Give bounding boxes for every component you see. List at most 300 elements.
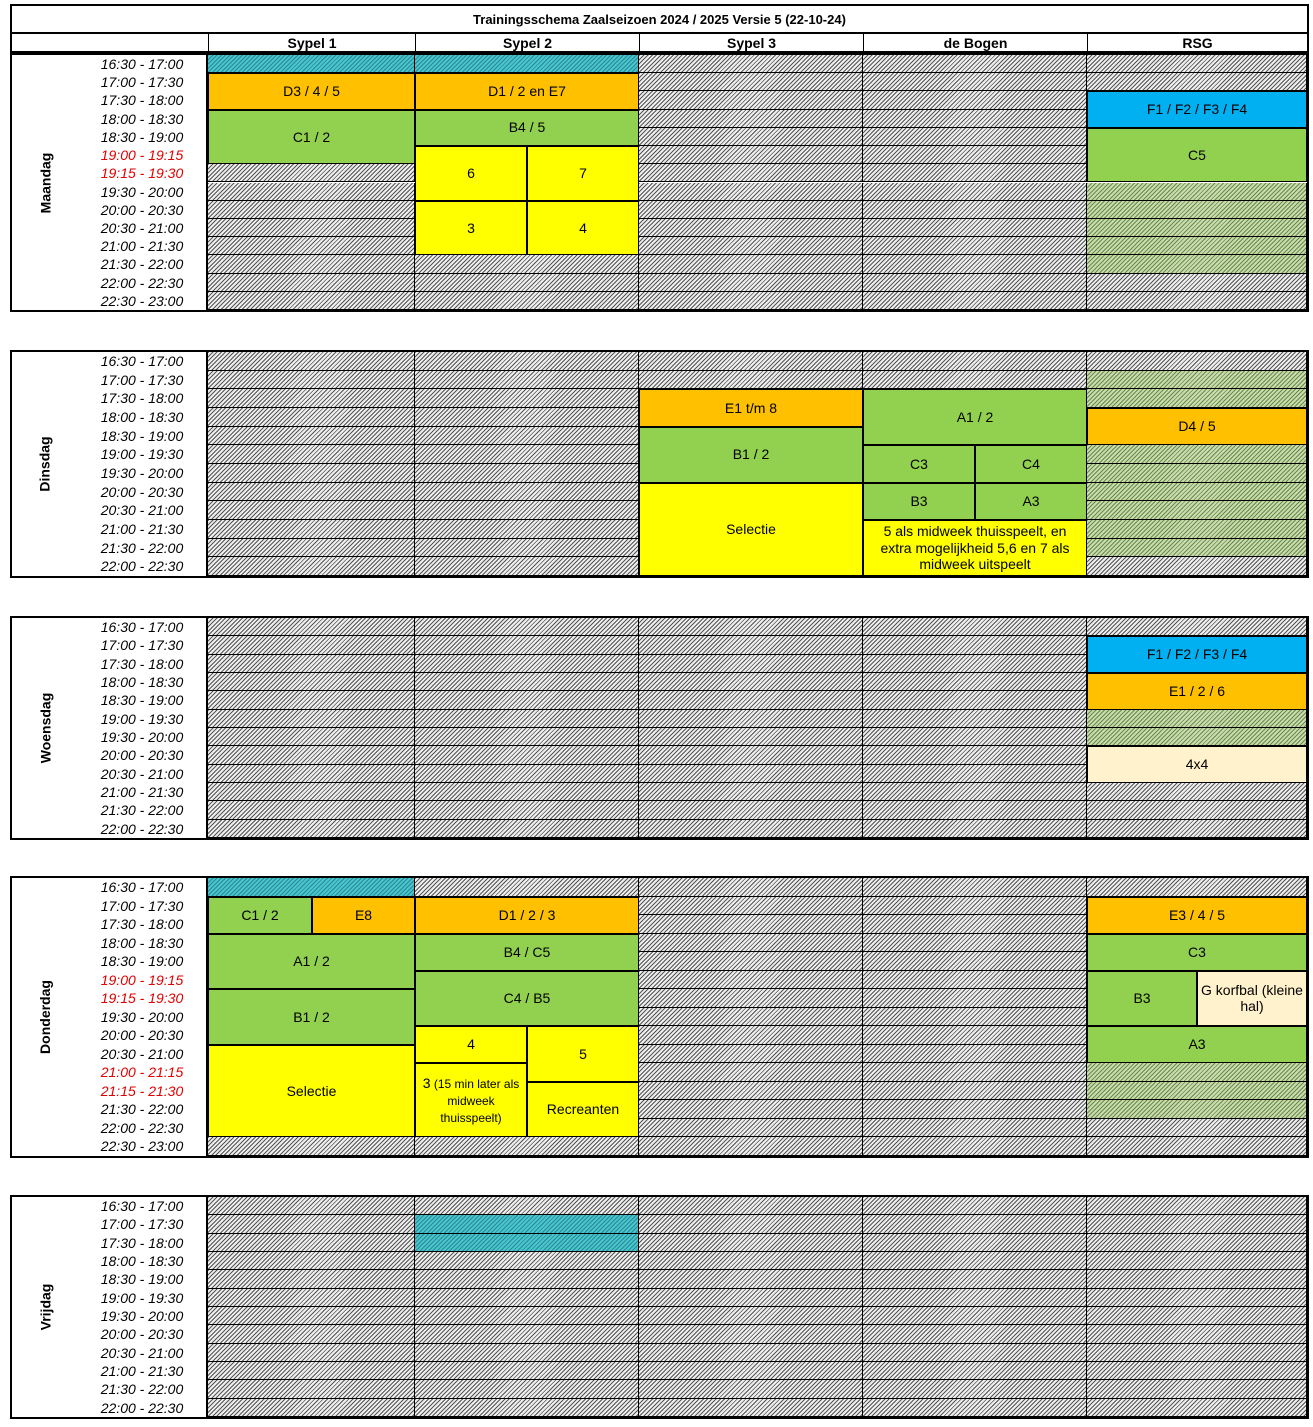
- block-label: [1186, 756, 1209, 773]
- unavailable-cell: [415, 427, 639, 446]
- block-empty: [1087, 710, 1307, 728]
- block-label: [504, 990, 551, 1007]
- block-a1-2: [208, 934, 415, 990]
- block-5-als-midweek-thuisspeelt-en-extra-mogelijkheid-5-6-en-7-als-midweek-uitspeelt: [863, 520, 1087, 576]
- block-label: [870, 523, 1080, 573]
- time-slot: 17:00 - 17:30: [100, 897, 184, 914]
- unavailable-cell: [1087, 618, 1307, 636]
- unavailable-cell: [208, 783, 415, 801]
- block-label: [509, 119, 546, 136]
- unavailable-cell: [1087, 820, 1307, 838]
- block-7: [527, 146, 639, 201]
- unavailable-cell: [639, 1215, 863, 1233]
- unavailable-cell: [1087, 878, 1307, 897]
- block-label: [467, 1036, 475, 1053]
- block-empty: [1087, 389, 1307, 408]
- block-4: [527, 201, 639, 256]
- time-slot: 16:30 - 17:00: [100, 56, 184, 72]
- block-e1-2-6: [1087, 673, 1307, 710]
- unavailable-cell: [415, 1307, 639, 1325]
- unavailable-cell: [1087, 55, 1307, 73]
- block-label: [579, 1046, 587, 1063]
- block-selectie: [639, 483, 863, 576]
- block-label: [1147, 101, 1247, 118]
- unavailable-cell: [415, 352, 639, 371]
- time-slot: 21:30 - 22:00: [100, 539, 184, 556]
- block-text: 5: [579, 1045, 587, 1062]
- unavailable-cell: [639, 1137, 863, 1156]
- block-note: (15 min later als midweek thuisspeelt): [430, 1077, 520, 1125]
- block-e3-4-5: [1087, 897, 1307, 934]
- unavailable-cell: [863, 1197, 1087, 1215]
- block-c3: [863, 445, 975, 482]
- block-empty: [1087, 1063, 1307, 1082]
- unavailable-cell: [415, 408, 639, 427]
- block-3: [415, 1063, 527, 1137]
- block-text: 4: [467, 1036, 475, 1053]
- block-b4-5: [415, 110, 639, 146]
- unavailable-cell: [863, 55, 1087, 73]
- block-empty: [1087, 501, 1307, 520]
- unavailable-cell: [208, 1362, 415, 1380]
- time-slot: 19:15 - 19:30: [100, 165, 184, 182]
- unavailable-cell: [863, 934, 1087, 953]
- block-label: [293, 953, 330, 970]
- time-slot: 20:30 - 21:00: [100, 1344, 184, 1361]
- unavailable-cell: [1087, 1307, 1307, 1325]
- block-g-korfbal-kleine-hal: [1197, 971, 1307, 1027]
- unavailable-cell: [415, 1252, 639, 1270]
- time-slot: 17:30 - 18:00: [100, 92, 184, 109]
- block-empty: [415, 1215, 639, 1233]
- block-text: D4 / 5: [1178, 418, 1216, 435]
- unavailable-cell: [208, 801, 415, 819]
- time-slot: 21:30 - 22:00: [100, 1381, 184, 1398]
- block-text: A1 / 2: [956, 408, 994, 425]
- block-empty: [1087, 183, 1307, 201]
- unavailable-cell: [1087, 1362, 1307, 1380]
- unavailable-cell: [208, 445, 415, 464]
- day-name: Donderdag: [37, 980, 54, 1054]
- unavailable-cell: [639, 1234, 863, 1252]
- block-text: B1 / 2: [732, 446, 770, 463]
- time-slot: 18:30 - 19:00: [100, 427, 184, 444]
- block-text: C4 / B5: [503, 990, 551, 1007]
- unavailable-cell: [639, 1026, 863, 1045]
- unavailable-cell: [863, 237, 1087, 255]
- unavailable-cell: [1087, 274, 1307, 292]
- block-label: [1147, 646, 1247, 663]
- unavailable-cell: [863, 292, 1087, 310]
- block-c4-b5: [415, 971, 639, 1027]
- unavailable-cell: [863, 1137, 1087, 1156]
- unavailable-cell: [863, 91, 1087, 109]
- block-text: 7: [579, 164, 587, 181]
- time-slot: 22:00 - 22:30: [100, 558, 184, 575]
- block-label: [1198, 982, 1306, 1016]
- unavailable-cell: [863, 1325, 1087, 1343]
- block-c5: [1087, 128, 1307, 183]
- block-label: [910, 456, 928, 473]
- time-slot: 21:00 - 21:15: [100, 1064, 184, 1081]
- block-label: [293, 129, 330, 146]
- unavailable-cell: [208, 219, 415, 237]
- unavailable-cell: [1087, 292, 1307, 310]
- unavailable-cell: [863, 655, 1087, 673]
- unavailable-cell: [1087, 1137, 1307, 1156]
- time-slot: 18:30 - 19:00: [100, 1271, 184, 1288]
- block-text: 5 als midweek thuisspeelt, en extra mogelijkheid 5,6 en 7 als midweek uitspeelt: [880, 522, 1070, 573]
- unavailable-cell: [208, 710, 415, 728]
- block-text: C3: [910, 455, 928, 472]
- unavailable-cell: [639, 1063, 863, 1082]
- block-label: [1169, 907, 1225, 924]
- block-empty: [1087, 483, 1307, 502]
- time-column: [78, 55, 208, 310]
- block-d3-4-5: [208, 73, 415, 109]
- unavailable-cell: [415, 636, 639, 654]
- unavailable-cell: [208, 389, 415, 408]
- block-d1-2-en-e7: [415, 73, 639, 109]
- block-text: D1 / 2 en E7: [488, 83, 566, 100]
- unavailable-cell: [863, 1307, 1087, 1325]
- unavailable-cell: [208, 1137, 415, 1156]
- unavailable-cell: [208, 618, 415, 636]
- day-label: [12, 55, 78, 310]
- block-a3: [1087, 1026, 1307, 1063]
- unavailable-cell: [208, 255, 415, 273]
- time-slot: 19:00 - 19:30: [100, 710, 184, 727]
- block-4: [415, 1026, 527, 1063]
- unavailable-cell: [208, 292, 415, 310]
- time-slot: 20:00 - 20:30: [100, 747, 184, 764]
- block-6: [415, 146, 527, 201]
- unavailable-cell: [863, 783, 1087, 801]
- time-slot: 20:00 - 20:30: [100, 1027, 184, 1044]
- unavailable-cell: [415, 539, 639, 558]
- block-empty: [1087, 219, 1307, 237]
- unavailable-cell: [208, 655, 415, 673]
- unavailable-cell: [639, 673, 863, 691]
- unavailable-cell: [415, 1362, 639, 1380]
- unavailable-cell: [863, 1082, 1087, 1101]
- block-b1-2: [639, 427, 863, 483]
- unavailable-cell: [639, 801, 863, 819]
- block-empty: [415, 55, 639, 73]
- unavailable-cell: [415, 445, 639, 464]
- unavailable-cell: [208, 427, 415, 446]
- unavailable-cell: [639, 91, 863, 109]
- unavailable-cell: [639, 55, 863, 73]
- unavailable-cell: [208, 183, 415, 201]
- unavailable-cell: [1087, 1197, 1307, 1215]
- unavailable-cell: [863, 183, 1087, 201]
- time-slot: 20:00 - 20:30: [100, 1326, 184, 1343]
- unavailable-cell: [415, 820, 639, 838]
- time-slot: 21:30 - 22:00: [100, 1101, 184, 1118]
- block-label: [283, 83, 340, 100]
- unavailable-cell: [863, 1119, 1087, 1138]
- unavailable-cell: [639, 989, 863, 1008]
- unavailable-cell: [863, 801, 1087, 819]
- time-slot: 20:00 - 20:30: [100, 201, 184, 218]
- time-slot: 22:00 - 22:30: [100, 820, 184, 837]
- unavailable-cell: [863, 878, 1087, 897]
- unavailable-cell: [208, 728, 415, 746]
- unavailable-cell: [863, 952, 1087, 971]
- time-slot: 19:30 - 20:00: [100, 183, 184, 200]
- time-column: [78, 618, 208, 838]
- time-slot: 18:00 - 18:30: [100, 934, 184, 951]
- unavailable-cell: [208, 1380, 415, 1398]
- unavailable-cell: [208, 464, 415, 483]
- block-label: [1169, 683, 1225, 700]
- block-text: Selectie: [286, 1082, 337, 1099]
- unavailable-cell: [639, 1270, 863, 1288]
- unavailable-cell: [415, 557, 639, 576]
- block-label: [355, 907, 372, 924]
- block-label: [726, 521, 776, 538]
- unavailable-cell: [639, 1082, 863, 1101]
- unavailable-cell: [639, 765, 863, 783]
- time-slot: 22:30 - 23:00: [100, 1138, 184, 1155]
- unavailable-cell: [1087, 352, 1307, 371]
- time-slot: 16:30 - 17:00: [100, 879, 184, 895]
- unavailable-cell: [863, 618, 1087, 636]
- unavailable-cell: [639, 255, 863, 273]
- block-text: 4x4: [1185, 756, 1209, 773]
- block-e8: [312, 897, 415, 934]
- unavailable-cell: [863, 971, 1087, 990]
- unavailable-cell: [415, 292, 639, 310]
- block-empty: [1087, 255, 1307, 273]
- unavailable-cell: [639, 219, 863, 237]
- unavailable-cell: [208, 1344, 415, 1362]
- block-label: [1022, 456, 1040, 473]
- unavailable-cell: [863, 746, 1087, 764]
- unavailable-cell: [863, 1045, 1087, 1064]
- block-empty: [1087, 728, 1307, 746]
- block-text: C1 / 2: [241, 906, 279, 923]
- unavailable-cell: [639, 618, 863, 636]
- block-text: B4 / 5: [508, 119, 546, 136]
- unavailable-cell: [639, 73, 863, 91]
- time-slot: 16:30 - 17:00: [100, 1198, 184, 1214]
- unavailable-cell: [863, 1008, 1087, 1027]
- block-empty: [1087, 520, 1307, 539]
- time-slot: 20:30 - 21:00: [100, 502, 184, 519]
- unavailable-cell: [863, 274, 1087, 292]
- time-slot: 18:30 - 19:00: [100, 128, 184, 145]
- unavailable-cell: [863, 1344, 1087, 1362]
- block-e1-t-m-8: [639, 389, 863, 426]
- unavailable-cell: [639, 691, 863, 709]
- unavailable-cell: [639, 710, 863, 728]
- unavailable-cell: [639, 1197, 863, 1215]
- block-c3: [1087, 934, 1307, 971]
- unavailable-cell: [639, 783, 863, 801]
- unavailable-cell: [639, 1344, 863, 1362]
- block-label: [488, 83, 566, 100]
- unavailable-cell: [863, 1289, 1087, 1307]
- block-label: [241, 907, 278, 924]
- unavailable-cell: [639, 1045, 863, 1064]
- unavailable-cell: [1087, 1380, 1307, 1398]
- block-label: [1133, 990, 1150, 1007]
- block-empty: [208, 878, 415, 897]
- unavailable-cell: [1087, 1215, 1307, 1233]
- time-slot: 21:30 - 22:00: [100, 802, 184, 819]
- day-label: [12, 1197, 78, 1417]
- unavailable-cell: [208, 746, 415, 764]
- block-label: [733, 446, 770, 463]
- unavailable-cell: [415, 255, 639, 273]
- unavailable-cell: [208, 691, 415, 709]
- unavailable-cell: [415, 464, 639, 483]
- time-slot: 22:00 - 22:30: [100, 1399, 184, 1416]
- unavailable-cell: [863, 897, 1087, 916]
- block-empty: [1087, 445, 1307, 464]
- unavailable-cell: [415, 520, 639, 539]
- unavailable-cell: [208, 201, 415, 219]
- unavailable-cell: [1087, 73, 1307, 91]
- unavailable-cell: [863, 371, 1087, 390]
- unavailable-cell: [863, 73, 1087, 91]
- unavailable-cell: [208, 636, 415, 654]
- block-label: [420, 1075, 522, 1125]
- unavailable-cell: [863, 1215, 1087, 1233]
- unavailable-cell: [863, 164, 1087, 182]
- unavailable-cell: [639, 292, 863, 310]
- unavailable-cell: [415, 389, 639, 408]
- unavailable-cell: [863, 820, 1087, 838]
- time-slot: 17:30 - 18:00: [100, 916, 184, 933]
- unavailable-cell: [639, 128, 863, 146]
- unavailable-cell: [639, 878, 863, 897]
- unavailable-cell: [415, 274, 639, 292]
- block-text: E3 / 4 / 5: [1168, 906, 1226, 923]
- block-text: 6: [467, 164, 475, 181]
- unavailable-cell: [639, 110, 863, 128]
- block-text: 4: [579, 219, 587, 236]
- unavailable-cell: [415, 801, 639, 819]
- column-header-rsg: RSG: [1087, 34, 1307, 53]
- unavailable-cell: [863, 1252, 1087, 1270]
- time-slot: 21:00 - 21:30: [100, 521, 184, 537]
- unavailable-cell: [639, 352, 863, 371]
- unavailable-cell: [863, 201, 1087, 219]
- unavailable-cell: [639, 183, 863, 201]
- time-column: [78, 1197, 208, 1417]
- block-empty: [1087, 464, 1307, 483]
- time-slot: 18:00 - 18:30: [100, 409, 184, 425]
- unavailable-cell: [1087, 801, 1307, 819]
- unavailable-cell: [639, 655, 863, 673]
- unavailable-cell: [639, 1362, 863, 1380]
- time-column: [78, 352, 208, 576]
- time-slot: 18:00 - 18:30: [100, 1253, 184, 1269]
- unavailable-cell: [415, 483, 639, 502]
- unavailable-cell: [639, 237, 863, 255]
- block-b3: [863, 483, 975, 520]
- unavailable-cell: [639, 1100, 863, 1119]
- unavailable-cell: [415, 691, 639, 709]
- time-slot: 19:00 - 19:30: [100, 446, 184, 463]
- block-empty: [1087, 237, 1307, 255]
- unavailable-cell: [1087, 1344, 1307, 1362]
- unavailable-cell: [639, 1252, 863, 1270]
- unavailable-cell: [863, 915, 1087, 934]
- unavailable-cell: [639, 1325, 863, 1343]
- time-slot: 18:30 - 19:00: [100, 953, 184, 970]
- column-header-sypel-1: Sypel 1: [208, 34, 415, 53]
- block-c4: [975, 445, 1087, 482]
- unavailable-cell: [208, 1215, 415, 1233]
- block-f1-f2-f3-f4: [1087, 91, 1307, 127]
- unavailable-cell: [639, 201, 863, 219]
- block-label: [467, 165, 475, 182]
- time-slot: 20:30 - 21:00: [100, 1045, 184, 1062]
- day-table-4: [10, 1195, 1309, 1419]
- time-slot: 18:30 - 19:00: [100, 692, 184, 709]
- time-slot: 20:30 - 21:00: [100, 219, 184, 236]
- unavailable-cell: [208, 539, 415, 558]
- schedule-title: Trainingsschema Zaalseizoen 2024 / 2025 Versie 5 (22-10-24): [12, 6, 1307, 34]
- time-slot: 17:00 - 17:30: [100, 74, 184, 91]
- time-slot: 19:30 - 20:00: [100, 465, 184, 481]
- block-text: 3: [422, 1075, 431, 1092]
- unavailable-cell: [863, 110, 1087, 128]
- unavailable-cell: [639, 1008, 863, 1027]
- unavailable-cell: [208, 557, 415, 576]
- unavailable-cell: [639, 146, 863, 164]
- block-text: G korfbal (kleine hal): [1201, 981, 1303, 1015]
- unavailable-cell: [415, 765, 639, 783]
- day-table-2: [10, 616, 1309, 840]
- unavailable-cell: [863, 1234, 1087, 1252]
- schedule-header: [10, 4, 1309, 53]
- block-text: E1 / 2 / 6: [1168, 682, 1226, 699]
- block-label: [910, 493, 927, 510]
- time-slot: 19:30 - 20:00: [100, 1308, 184, 1324]
- time-column: [78, 878, 208, 1156]
- unavailable-cell: [208, 164, 415, 182]
- block-4x4: [1087, 746, 1307, 783]
- block-empty: [415, 1234, 639, 1252]
- block-empty: [1087, 1082, 1307, 1101]
- unavailable-cell: [208, 352, 415, 371]
- unavailable-cell: [863, 1399, 1087, 1417]
- unavailable-cell: [863, 128, 1087, 146]
- time-slot: 19:00 - 19:15: [100, 147, 184, 164]
- unavailable-cell: [208, 1307, 415, 1325]
- block-label: [1188, 1036, 1205, 1053]
- unavailable-cell: [1087, 1325, 1307, 1343]
- block-label: [1188, 944, 1206, 961]
- unavailable-cell: [208, 820, 415, 838]
- unavailable-cell: [1087, 557, 1307, 576]
- unavailable-cell: [863, 989, 1087, 1008]
- block-c1-2: [208, 110, 415, 165]
- unavailable-cell: [1087, 1119, 1307, 1138]
- block-label: [1188, 147, 1206, 164]
- block-text: B1 / 2: [293, 1008, 330, 1025]
- unavailable-cell: [415, 673, 639, 691]
- block-text: A3: [1022, 492, 1040, 509]
- block-empty: [1087, 539, 1307, 558]
- unavailable-cell: [208, 1399, 415, 1417]
- unavailable-cell: [415, 1399, 639, 1417]
